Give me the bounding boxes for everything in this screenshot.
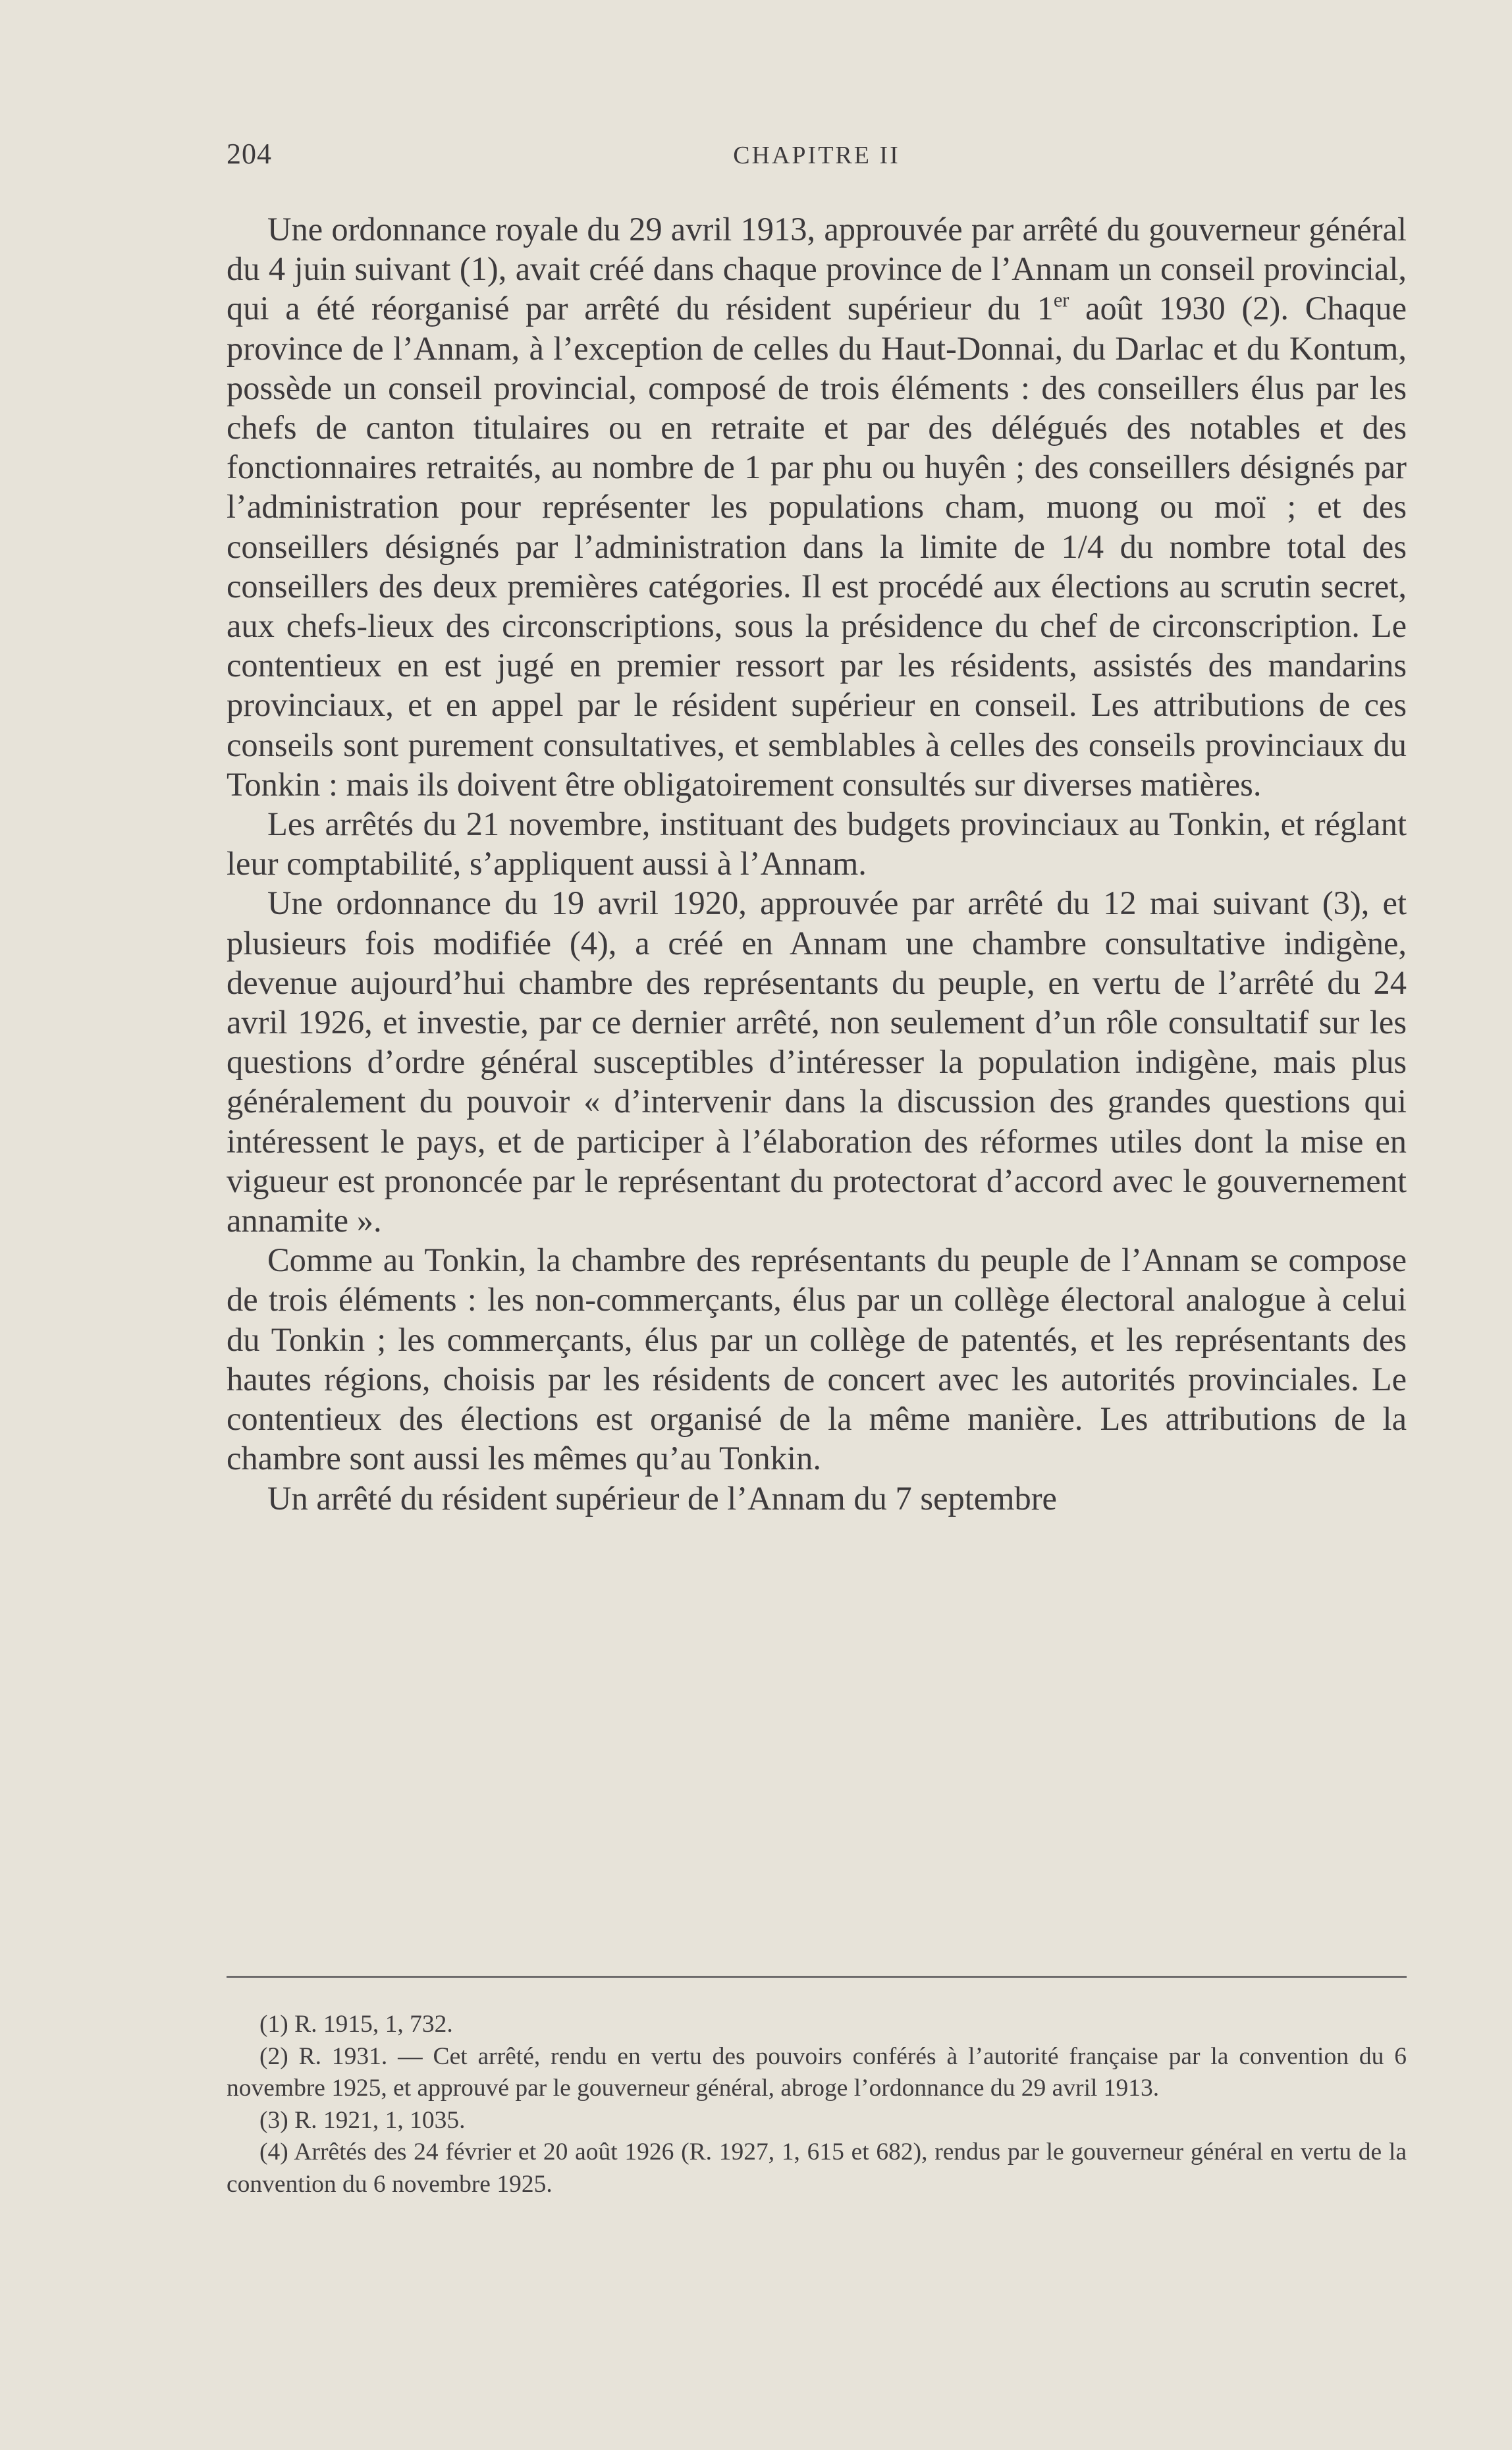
main-text	[227, 209, 1407, 1518]
page-number: 204	[227, 138, 272, 170]
paragraph-1-part-2: août 1930 (2). Chaque province de l’Annam, à l’exception de celles du Haut-Donnai, du Darlac et du Kontum, possède un conseil provincial, composé de trois éléments : des conseillers élus par les chefs de canton titulaires ou en retraite et par des délégués des notables et des fonctionnaires retraités, au nombre de 1 par phu ou huyên ; des conseillers désignés par l’administration pour représenter les populations cham, muong ou moï ; et des conseillers désignés par l’administration dans la limite de 1/4 du nombre total des conseillers des deux premières catégories. Il est procédé aux élections au scrutin secret, aux chefs-lieux des circonscriptions, sous la présidence du chef de circonscription. Le contentieux en est jugé en premier ressort par les résidents, assistés des mandarins provinciaux, et en appel par le résident supérieur en conseil. Les attributions de ces conseils sont purement consultatives, et semblables à celles des conseils provinciaux du Tonkin : mais ils doivent être obligatoirement consultés sur diverses matières.	[227, 290, 1407, 803]
paragraph-2: Les arrêtés du 21 novembre, instituant des budgets provinciaux au Tonkin, et réglant leur comptabilité, s’appliquent aussi à l’Annam.	[227, 805, 1407, 883]
paragraph-1-part-1: Une ordonnance royale du 29 avril 1913, approuvée par arrêté du gouverneur général du 4 juin suivant (1), avait créé dans chaque province de l’Annam un conseil provincial, qui a été réorganisé par arrêté du résident supérieur du 1	[227, 211, 1407, 327]
footnote-3: (3) R. 1921, 1, 1035.	[259, 2106, 466, 2134]
ordinal-superscript: er	[1053, 288, 1069, 312]
paragraph-5: Un arrêté du résident supérieur de l’Annam du 7 septembre	[267, 1479, 1057, 1517]
footnotes	[227, 2009, 1407, 2200]
chapter-title: CHAPITRE II	[733, 142, 900, 169]
paragraph-3: Une ordonnance du 19 avril 1920, approuvée par arrêté du 12 mai suivant (3), et plusieurs fois modifiée (4), a créé en Annam une chambre consultative indigène, devenue aujourd’hui chambre des représentants du peuple, en vertu de l’arrêté du 24 avril 1926, et investie, par ce dernier arrêté, non seulement d’un rôle consultatif sur les questions d’ordre général susceptibles d’intéresser la population indigène, mais plus généralement du pouvoir « d’intervenir dans la discussion des grandes questions qui intéressent le pays, et de participer à l’élaboration des réformes utiles dont la mise en vigueur est prononcée par le représentant du protectorat d’accord avec le gouvernement annamite ».	[227, 885, 1407, 1239]
paragraph-4: Comme au Tonkin, la chambre des représentants du peuple de l’Annam se compose de trois éléments : les non-commerçants, élus par un collège électoral analogue à celui du Tonkin ; les commerçants, élus par un collège de patentés, et les représentants des hautes régions, choisis par les résidents de concert avec les autorités provinciales. Le contentieux des élections est organisé de la même manière. Les attributions de la chambre sont aussi les mêmes qu’au Tonkin.	[227, 1241, 1407, 1477]
footnote-2: (2) R. 1931. — Cet arrêté, rendu en vertu des pouvoirs conférés à l’autorité française par la convention du 6 novembre 1925, et approuvé par le gouverneur général, abroge l’ordonnance du 29 avril 1913.	[227, 2042, 1407, 2102]
footnote-divider	[227, 1976, 1407, 1978]
footnote-4: (4) Arrêtés des 24 février et 20 août 1926 (R. 1927, 1, 615 et 682), rendus par le gouverneur général en vertu de la convention du 6 novembre 1925.	[227, 2138, 1407, 2198]
paragraph-1	[227, 209, 1407, 804]
running-head	[227, 137, 1407, 170]
footnote-1: (1) R. 1915, 1, 732.	[259, 2011, 453, 2038]
